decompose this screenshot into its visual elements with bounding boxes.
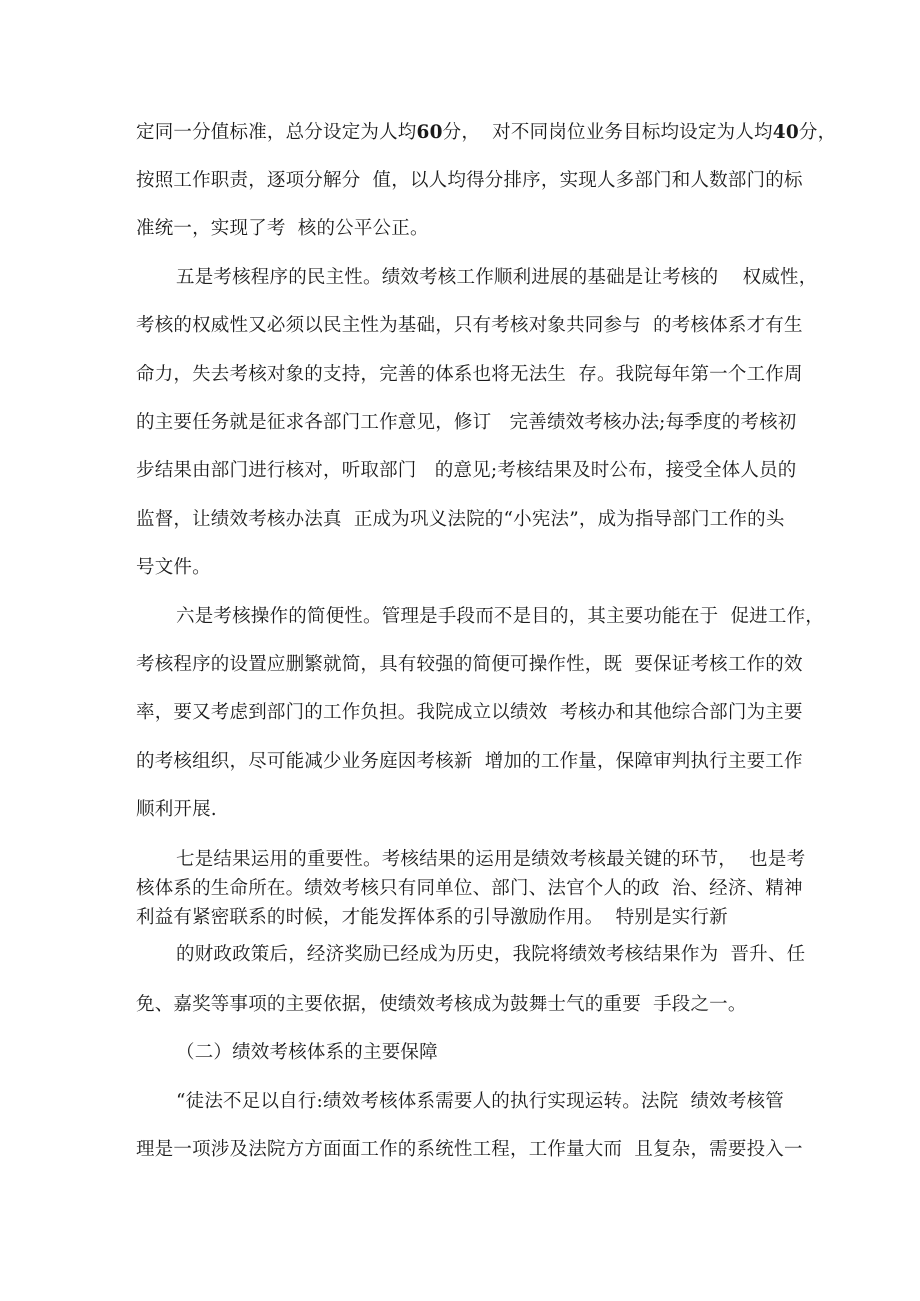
text-line: 六是考核操作的简便性。管理是手段而不是目的，其主要功能在于 促进工作，: [176, 606, 824, 627]
text-line: 的考核组织，尽可能减少业务庭因考核新 增加的工作量，保障审判执行主要工作: [136, 751, 803, 772]
text-line: 考核的权威性又必须以民主性为基础，只有考核对象共同参与 的考核体系才有生: [136, 315, 803, 336]
score-value: 40: [772, 122, 799, 143]
text-line: 按照工作职责，逐项分解分 值，以人均得分排序，实现人多部门和人数部门的标: [136, 170, 803, 191]
text-line: 命力，失去考核对象的支持，完善的体系也将无法生 存。我院每年第一个工作周: [136, 364, 803, 385]
text-segment: 定同一分值标准，总分设定为人均: [136, 122, 417, 143]
text-line: 免、嘉奖等事项的主要依据，使绩效考核成为鼓舞士气的重要 手段之一。: [136, 994, 747, 1015]
text-line: 的主要任务就是征求各部门工作意见，修订 完善绩效考核办法;每季度的考核初: [136, 412, 797, 433]
text-line: 率，要又考虑到部门的工作负担。我院成立以绩效 考核办和其他综合部门为主要: [136, 702, 803, 723]
text-line: “徒法不足以自行:绩效考核体系需要人的执行实现运转。法院 绩效考核管: [176, 1091, 784, 1112]
text-line: 准统一，实现了考 核的公平公正。: [136, 218, 429, 239]
text-line: 步结果由部门进行核对，听取部门 的意见;考核结果及时公布，接受全体人员的: [136, 460, 797, 481]
text-line: 考核程序的设置应删繁就简，具有较强的简便可操作性，既 要保证考核工作的效: [136, 654, 803, 675]
text-line: 七是结果运用的重要性。考核结果的运用是绩效考核最关键的环节， 也是考: [176, 849, 806, 870]
text-line: 顺利开展.: [136, 799, 217, 820]
section-heading: （二）绩效考核体系的主要保障: [176, 1042, 438, 1063]
score-value: 60: [416, 122, 443, 143]
text-line: 核体系的生命所在。绩效考核只有同单位、部门、法官个人的政 治、经济、精神: [136, 878, 803, 899]
text-segment: 分，: [798, 122, 837, 143]
text-line: 的财政政策后，经济奖励已经成为历史，我院将绩效考核结果作为 晋升、任: [176, 944, 806, 965]
text-line: [136, 118, 920, 148]
text-line: 理是一项涉及法院方方面面工作的系统性工程，工作量大而 且复杂，需要投入一: [136, 1139, 803, 1160]
text-line: 监督，让绩效考核办法真 正成为巩义法院的“小宪法”，成为指导部门工作的头: [136, 509, 785, 530]
text-line: 利益有紧密联系的时候，才能发挥体系的引导激励作用。 特别是实行新: [136, 907, 728, 928]
text-segment: 分， 对不同岗位业务目标均设定为人均: [442, 122, 773, 143]
text-line: 号文件。: [136, 557, 211, 578]
text-line: 五是考核程序的民主性。绩效考核工作顺利进展的基础是让考核的 权威性，: [176, 267, 818, 288]
